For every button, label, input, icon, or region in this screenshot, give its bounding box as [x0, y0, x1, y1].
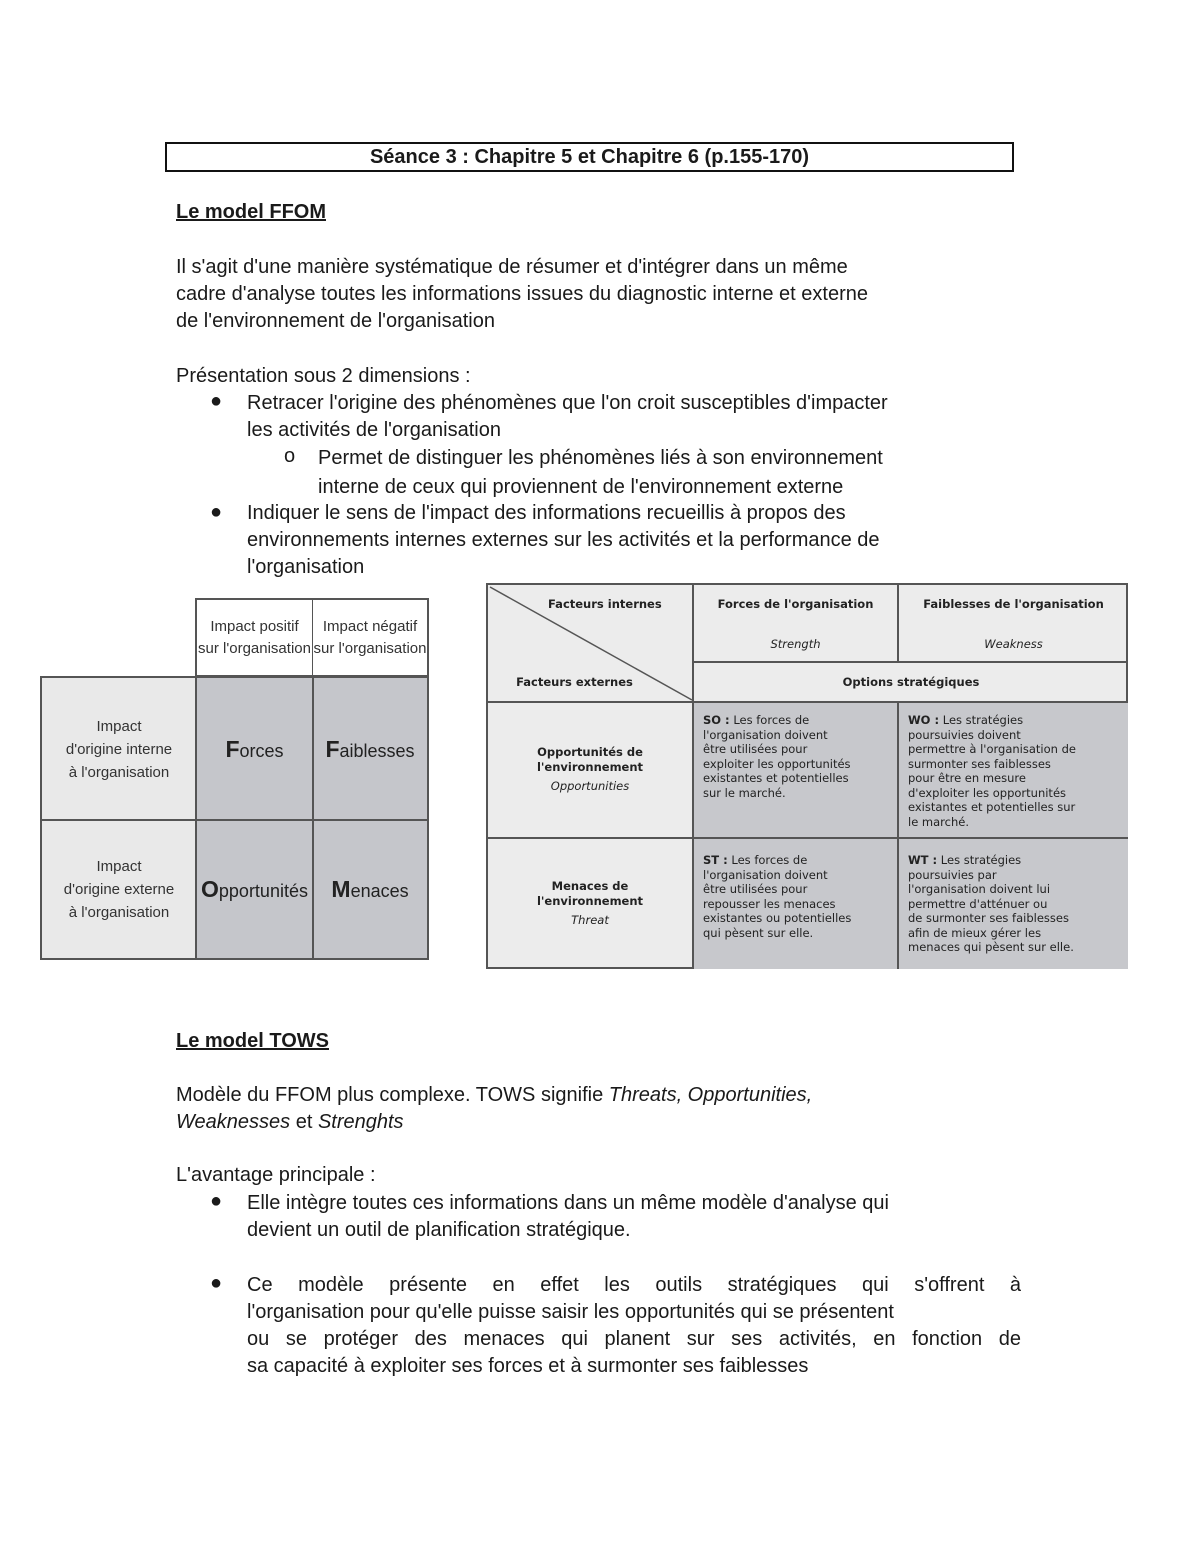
facteurs-externes-label: Facteurs externes [516, 675, 633, 689]
initial-letter: O [201, 875, 219, 902]
divider [488, 837, 1128, 839]
options-header: Options stratégiques [842, 675, 980, 689]
faiblesses-cell [313, 678, 427, 820]
text-line: pour être en mesure [908, 771, 1026, 785]
weakness-label: Weakness [984, 637, 1043, 651]
text-line: d'origine interne [65, 740, 173, 758]
text-line: existantes et potentielles sur [908, 800, 1076, 814]
presentation-label: Présentation sous 2 dimensions : [176, 365, 471, 387]
text-line: l'environnement [536, 759, 644, 774]
wo-cell [908, 713, 1076, 829]
opportunities-label: Opportunities [550, 779, 630, 793]
text-line: permettre d'atténuer ou [908, 896, 1048, 911]
tows-bullet-2 [247, 1272, 1021, 1380]
text-line: l'organisation doivent lui [908, 882, 1051, 896]
text-run: Modèle du FFOM plus complexe. TOWS signifie [176, 1084, 609, 1106]
ffom-bullet-1 [247, 390, 888, 444]
divider [692, 661, 1128, 663]
text-line: Les forces de [729, 713, 810, 727]
text-run: Weaknesses [176, 1111, 291, 1133]
page-title: Séance 3 : Chapitre 5 et Chapitre 6 (p.155-170) [165, 142, 1014, 172]
bullet-icon: ● [210, 1190, 223, 1212]
sub-bullet-marker: o [284, 445, 296, 467]
text-line: environnements internes externes sur les activités et la performance de [247, 529, 880, 551]
initial-letter: M [331, 875, 351, 902]
text-line: Les stratégies [939, 713, 1024, 727]
text-line: d'origine externe [63, 880, 175, 898]
faiblesses-header: Faiblesses de l'organisation [923, 597, 1104, 611]
so-cell [703, 713, 851, 800]
text-line: existantes et potentielles [703, 771, 849, 785]
ffom-bullet-2 [247, 500, 880, 581]
strength-label: Strength [770, 637, 821, 651]
opportunites-cell [196, 820, 313, 958]
text-line: les activités de l'organisation [247, 419, 501, 441]
ffom-subbullet [318, 444, 883, 502]
text-line: de l'environnement de l'organisation [176, 310, 495, 332]
word-rest: enaces [350, 880, 409, 901]
st-label: ST : [703, 853, 728, 867]
text-line: afin de mieux gérer les [908, 925, 1042, 940]
text-line: Impact positif [210, 617, 299, 635]
text-run: Strenghts [317, 1111, 404, 1133]
text-line: permettre à l'organisation de [908, 742, 1076, 756]
text-line: l'organisation pour qu'elle puisse saisir les opportunités qui se présentent [247, 1301, 894, 1323]
text-line: Impact [96, 857, 142, 875]
menaces-row-header [488, 879, 692, 908]
text-line: Il s'agit d'une manière systématique de résumer et d'intégrer dans un même [176, 256, 848, 278]
text-line: devient un outil de planification stratégique. [247, 1219, 631, 1241]
tows-heading: Le model TOWS [176, 1030, 329, 1052]
text-line: Indiquer le sens de l'impact des informations recueillis à propos des [247, 502, 846, 524]
ffom-intro [176, 254, 868, 335]
text-line: Permet de distinguer les phénomènes liés à son environnement [318, 447, 883, 469]
text-line: ou se protéger des menaces qui planent sur ses activités, en fonction de [247, 1328, 1021, 1350]
text-line: de surmonter ses faiblesses [908, 911, 1069, 925]
menaces-cell [313, 820, 427, 958]
text-line: Impact [96, 717, 142, 735]
divider [40, 819, 429, 821]
bullet-icon: ● [210, 1272, 223, 1294]
bullet-icon: ● [210, 390, 223, 412]
text-line: Ce modèle présente en effet les outils stratégiques qui s'offrent à [247, 1274, 1021, 1296]
wt-cell [908, 853, 1074, 955]
text-line: interne de ceux qui proviennent de l'environnement externe [318, 476, 844, 498]
text-line: existantes ou potentielles [703, 911, 852, 925]
text-line: menaces qui pèsent sur elle. [908, 940, 1074, 954]
text-line: Elle intègre toutes ces informations dans un même modèle d'analyse qui [247, 1192, 889, 1214]
text-line: Opportunités de [537, 745, 643, 759]
forces-cell [196, 678, 313, 820]
initial-letter: F [225, 735, 240, 762]
text-line: sa capacité à exploiter ses forces et à surmonter ses faiblesses [247, 1355, 809, 1377]
tows-bullet-1 [247, 1190, 1021, 1244]
text-run: Threats, Opportunities, [608, 1084, 813, 1106]
col-header-negative [312, 598, 429, 677]
text-line: Les forces de [727, 853, 808, 867]
wo-label: WO : [908, 713, 940, 727]
threat-label: Threat [571, 913, 609, 927]
col-header-positive [195, 598, 313, 677]
tows-intro [176, 1082, 812, 1136]
divider [312, 676, 314, 960]
text-run: et [290, 1111, 318, 1133]
avantage-label: L'avantage principale : [176, 1164, 376, 1186]
text-line: sur l'organisation [313, 639, 427, 657]
word-rest: aiblesses [339, 740, 415, 761]
so-label: SO : [703, 713, 730, 727]
text-line: exploiter les opportunités [703, 756, 851, 771]
text-line: le marché. [908, 814, 969, 829]
row-header-internal [42, 678, 196, 820]
ffom-heading: Le model FFOM [176, 201, 326, 223]
divider [195, 676, 197, 960]
word-rest: orces [239, 740, 284, 761]
tows-matrix [486, 583, 1128, 969]
text-line: Retracer l'origine des phénomènes que l'on croit susceptibles d'impacter [247, 392, 888, 414]
text-line: être utilisées pour [703, 742, 808, 756]
text-line: poursuivies doivent [908, 727, 1021, 742]
text-line: Impact négatif [322, 617, 418, 635]
text-line: être utilisées pour [703, 882, 808, 896]
text-line: Les stratégies [937, 853, 1022, 867]
text-line: poursuivies par [908, 867, 997, 882]
text-line: qui pèsent sur elle. [703, 925, 814, 940]
wt-label: WT : [908, 853, 938, 867]
text-line: Menaces de [551, 879, 629, 893]
opportunites-row-header [488, 745, 692, 774]
text-line: l'environnement [536, 893, 644, 908]
bullet-icon: ● [210, 501, 223, 523]
word-rest: pportunités [218, 880, 308, 901]
facteurs-internes-label: Facteurs internes [548, 597, 662, 611]
text-line: d'exploiter les opportunités [908, 785, 1067, 800]
text-line: sur le marché. [703, 785, 786, 800]
divider [897, 701, 899, 969]
text-line: l'organisation doivent [703, 727, 828, 742]
text-line: l'organisation doivent [703, 867, 828, 882]
st-cell [703, 853, 851, 940]
text-line: repousser les menaces [703, 896, 836, 911]
text-line: à l'organisation [68, 903, 170, 921]
text-line: à l'organisation [68, 763, 170, 781]
text-line: surmonter ses faiblesses [908, 756, 1051, 771]
row-header-external [42, 820, 196, 958]
forces-header: Forces de l'organisation [717, 597, 874, 611]
initial-letter: F [325, 735, 340, 762]
text-line: cadre d'analyse toutes les informations issues du diagnostic interne et externe [176, 283, 868, 305]
text-line: sur l'organisation [198, 639, 311, 657]
text-line: l'organisation [247, 556, 365, 578]
